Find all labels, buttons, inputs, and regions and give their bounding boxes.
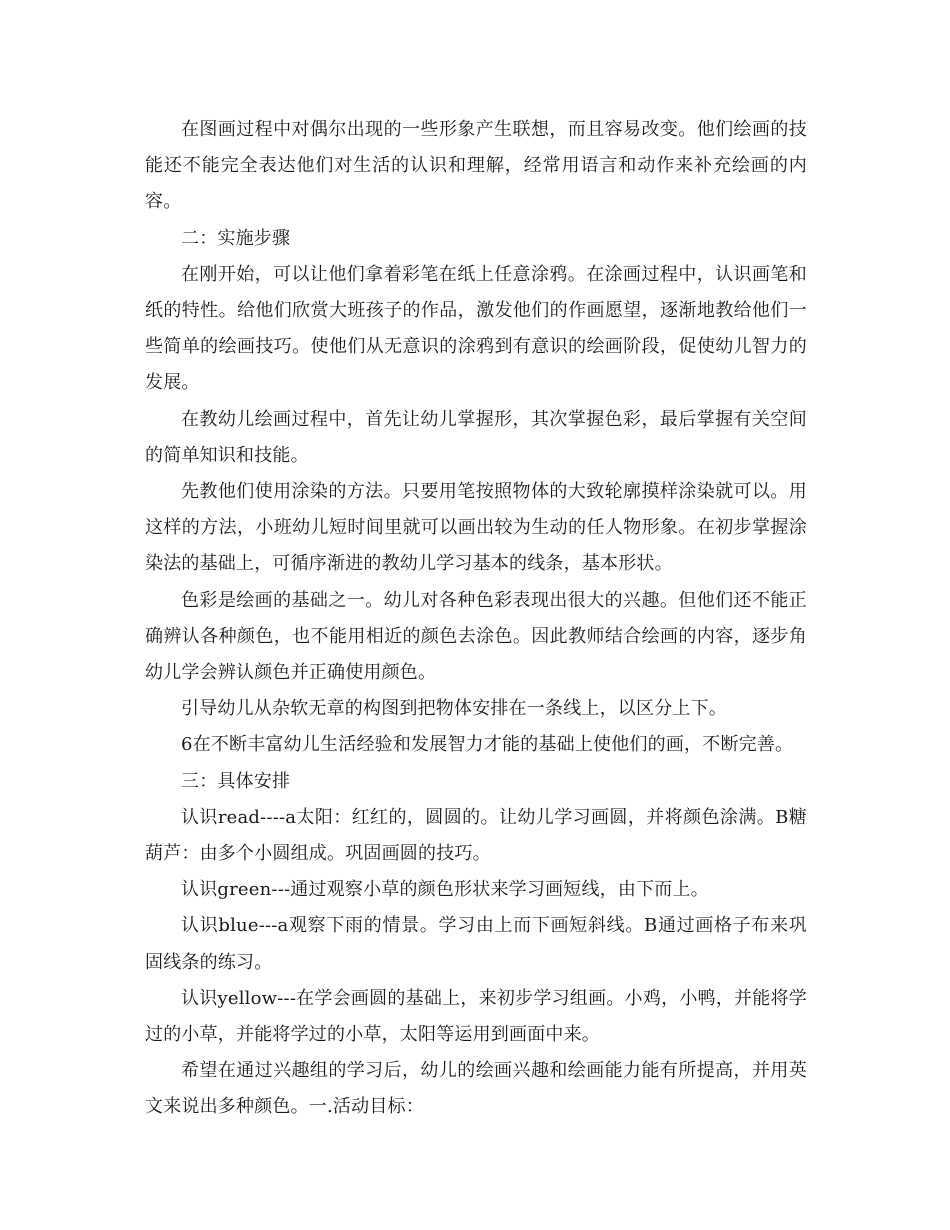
document-body [145,112,807,1126]
paragraph: 在图画过程中对偶尔出现的一些形象产生联想，而且容易改变。他们绘画的技能还不能完全表达他们对生活的认识和理解，经常用语言和动作来补充绘画的内容。 [145,119,807,213]
paragraph: 在教幼儿绘画过程中，首先让幼儿掌握形，其次掌握色彩，最后掌握有关空间的简单知识和技能。 [145,408,807,466]
paragraph: 认识yellow---在学会画圆的基础上，来初步学习组画。小鸡，小鸭，并能将学过的小草，并能将学过的小草，太阳等运用到画面中来。 [145,987,807,1046]
paragraph: 先教他们使用涂染的方法。只要用笔按照物体的大致轮廓摸样涂染就可以。用这样的方法，小班幼儿短时间里就可以画出较为生动的任人物形象。在初步掌握涂染法的基础上，可循序渐进的教幼儿学习基本的线条，基本形状。 [145,481,807,575]
paragraph: 认识blue---a观察下雨的情景。学习由上而下画短斜线。B通过画格子布来巩固线条的练习。 [145,915,807,973]
paragraph: 色彩是绘画的基础之一。幼儿对各种色彩表现出很大的兴趣。但他们还不能正确辨认各种颜色，也不能用相近的颜色去涂色。因此教师结合绘画的内容，逐步角幼儿学会辨认颜色并正确使用颜色。 [145,589,807,684]
section-heading: 二：实施步骤 [181,227,291,249]
section-heading: 三：具体安排 [181,770,291,792]
paragraph: 引导幼儿从杂软无章的构图到把物体安排在一条线上，以区分上下。 [181,698,727,720]
paragraph: 希望在通过兴趣组的学习后，幼儿的绘画兴趣和绘画能力能有所提高，并用英文来说出多种颜色。一.活动目标： [145,1060,807,1118]
paragraph: 在刚开始，可以让他们拿着彩笔在纸上任意涂鸦。在涂画过程中，认识画笔和纸的特性。给他们欣赏大班孩子的作品，激发他们的作画愿望，逐渐地教给他们一些简单的绘画技巧。使他们从无意识的涂鸦到有意识的绘画阶段，促使幼儿智力的发展。 [145,263,807,394]
paragraph: 认识green---通过观察小草的颜色形状来学习画短线，由下而上。 [181,879,709,901]
paragraph: 认识read----a太阳：红红的，圆圆的。让幼儿学习画圆，并将颜色涂满。B糖葫芦：由多个小圆组成。巩固画圆的技巧。 [145,806,807,865]
paragraph: 6在不断丰富幼儿生活经验和发展智力才能的基础上使他们的画，不断完善。 [181,734,794,756]
